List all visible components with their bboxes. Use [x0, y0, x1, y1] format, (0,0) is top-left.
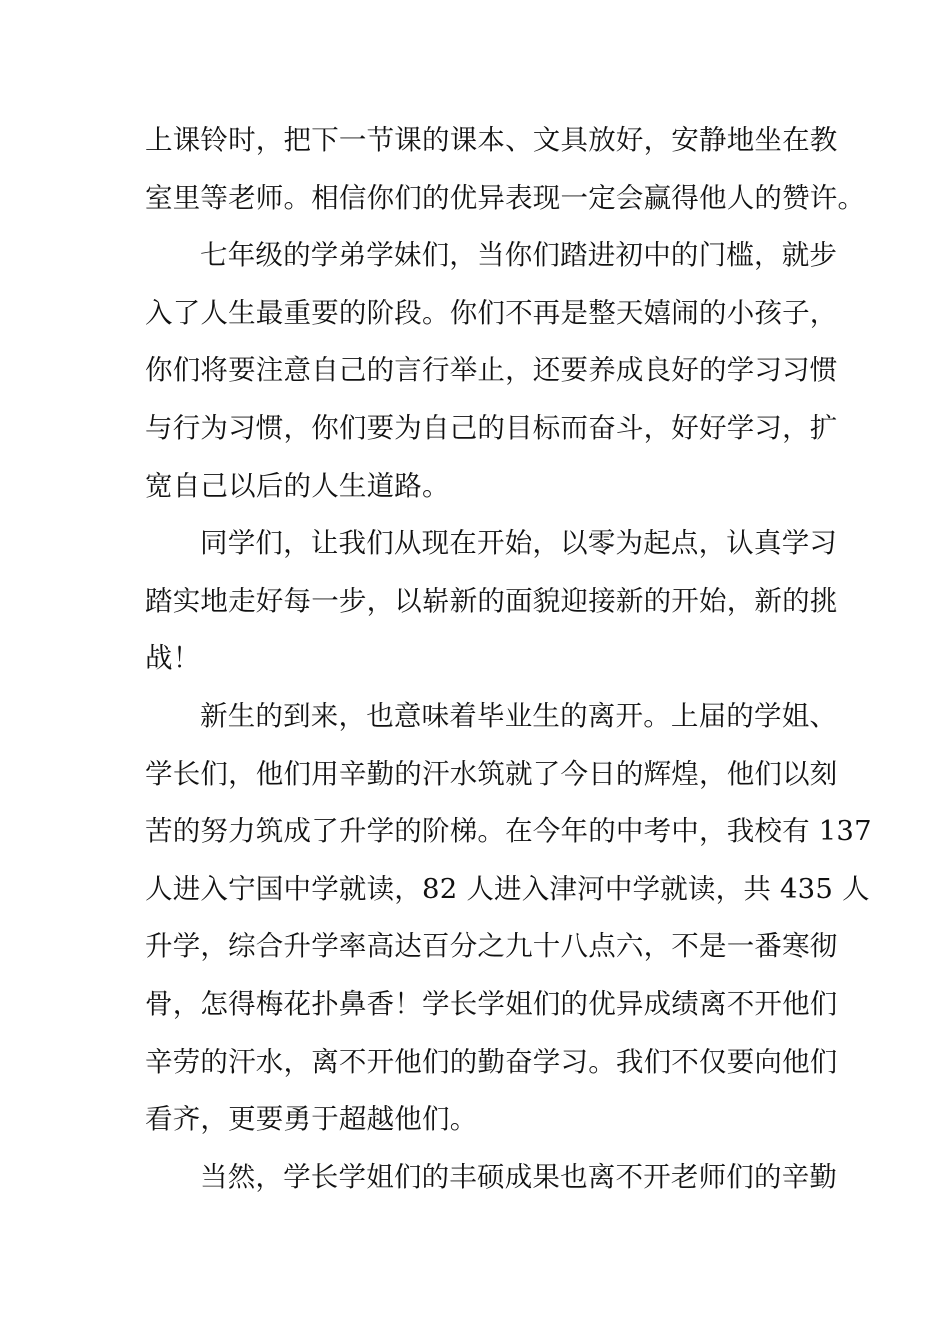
text-line: 骨，怎得梅花扑鼻香！学长学姐们的优异成绩离不开他们 — [145, 987, 838, 1020]
text-line: 宽自己以后的人生道路。 — [145, 469, 450, 502]
text-line: 看齐，更要勇于超越他们。 — [145, 1103, 478, 1136]
text-line: 新生的到来，也意味着毕业生的离开。上届的学姐、 — [200, 699, 838, 732]
text-line: 升学，综合升学率高达百分之九十八点六，不是一番寒彻 — [145, 930, 838, 963]
text-line: 苦的努力筑成了升学的阶梯。在今年的中考中，我校有 137 — [145, 815, 872, 848]
text-line: 同学们，让我们从现在开始，以零为起点，认真学习 — [200, 527, 838, 560]
text-line: 七年级的学弟学妹们，当你们踏进初中的门槛，就步 — [200, 239, 838, 272]
text-line: 与行为习惯，你们要为自己的目标而奋斗，好好学习，扩 — [145, 411, 838, 444]
text-line: 入了人生最重要的阶段。你们不再是整天嬉闹的小孩子， — [145, 296, 838, 329]
text-line: 学长们，他们用辛勤的汗水筑就了今日的辉煌，他们以刻 — [145, 757, 838, 790]
text-line: 人进入宁国中学就读，82 人进入津河中学就读，共 435 人 — [145, 872, 870, 905]
text-line: 战！ — [145, 642, 201, 675]
text-line: 你们将要注意自己的言行举止，还要养成良好的学习习惯 — [145, 354, 838, 387]
text-line: 踏实地走好每一步，以崭新的面貌迎接新的开始，新的挑 — [145, 584, 838, 617]
text-line: 当然，学长学姐们的丰硕成果也离不开老师们的辛勤 — [200, 1160, 838, 1193]
text-line: 上课铃时，把下一节课的课本、文具放好，安静地坐在教 — [145, 124, 838, 156]
text-line: 辛劳的汗水，离不开他们的勤奋学习。我们不仅要向他们 — [145, 1045, 838, 1078]
text-line: 室里等老师。相信你们的优异表现一定会赢得他人的赞许。 — [145, 181, 866, 214]
body-text — [145, 112, 872, 1206]
